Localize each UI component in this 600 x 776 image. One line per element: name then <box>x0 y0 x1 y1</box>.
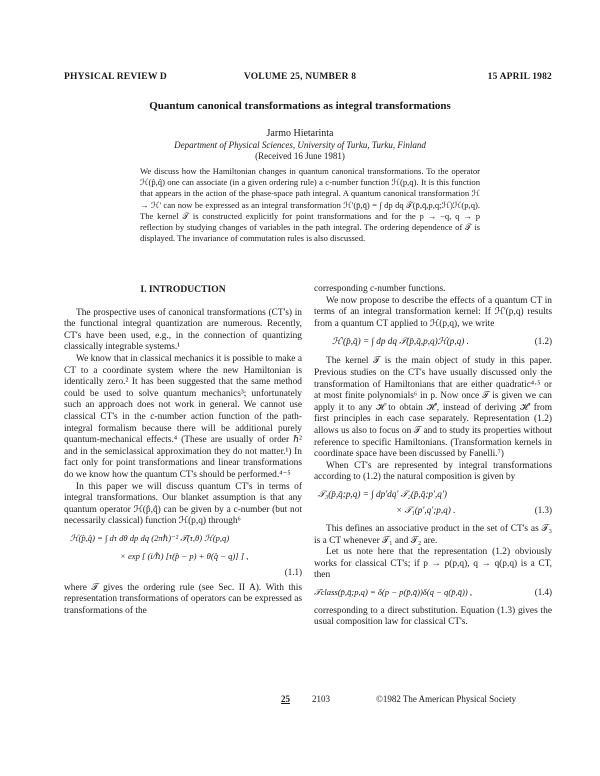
equation-1-3 <box>314 487 552 521</box>
equation-1-1 <box>64 531 302 583</box>
footer-volume: 25 <box>281 694 290 704</box>
right-paragraph-2: We now propose to describe the effects of a quantum CT in terms of an integral transformation kernel: If ℋ'(p,q) results from a quantum CT applied to ℋ(p,q), we write <box>314 295 552 329</box>
footer-page-number: 2103 <box>312 694 330 704</box>
paper-title: Quantum canonical transformations as integral transformations <box>149 100 451 112</box>
author-affiliation: Department of Physical Sciences, University of Turku, Turku, Finland <box>174 140 426 150</box>
equation-1-4-body: 𝒯class(p̄,q̄;p,q) = δ(p − p(p̄,q̄))δ(q − q(p̄,q̄)) , <box>314 586 472 597</box>
right-paragraph-1: corresponding c-number functions. <box>314 284 446 294</box>
equation-1-3-label: (1.3) <box>534 504 552 515</box>
section-heading-introduction: I. INTRODUCTION <box>140 284 226 295</box>
received-date: (Received 16 June 1981) <box>255 151 345 161</box>
right-paragraph-6: Let us note here that the representation (1.2) obviously works for classical CT's; if p → p(p,q), q → q(p,q) is a CT, then <box>314 547 552 581</box>
right-paragraph-7: corresponding to a direct substitution. Equation (1.3) gives the usual composition law for classical CT's. <box>314 605 552 628</box>
right-paragraph-4: When CT's are represented by integral transformations according to (1.2) the natural composition is given by <box>314 460 552 483</box>
equation-1-2-label: (1.2) <box>534 336 552 347</box>
volume-number: VOLUME 25, NUMBER 8 <box>243 72 357 82</box>
intro-paragraph-4: where 𝒯 gives the ordering rule (see Sec. II A). With this representation transformations of operators can be expressed as transformations of the <box>64 582 302 617</box>
author-name: Jarmo Hietarinta <box>266 128 334 139</box>
equation-1-1-label: (1.1) <box>284 566 302 577</box>
equation-1-2 <box>314 333 552 353</box>
intro-paragraph-1: The prospective uses of canonical transformations (CT's) in the functional integral quantization are numerous. Recently, CT's have been used, e.g., in the connection of quantizing classically integrable systems.¹ <box>64 307 302 353</box>
intro-paragraph-3: In this paper we will discuss quantum CT's in terms of integral transformations. Our blanket assumption is that any quantum operator ℋ(p̂,q̂) can be given by a c-number (but not necessarily classical) function ℋ(p,q) through⁶ <box>64 481 302 527</box>
footer-copyright: ©1982 The American Physical Society <box>376 694 517 704</box>
equation-1-4 <box>314 585 552 603</box>
equation-1-2-body: ℋ'(p̄,q̄) = ∫ dp dq 𝒯(p̄,q̄,p,q)ℋ(p,q) . <box>332 336 469 347</box>
right-paragraph-3: The kernel 𝒯 is the main object of study in this paper. Previous studies on the CT's have usually discussed only the transformation of Hamiltonians that are either quadratic⁴·⁵ or at most finite polynomials⁶ in p. Now once 𝒯 is given we can apply it to any ℋ to obtain ℋ', instead of deriving ℋ' from first principles in each case separately. Representation (1.2) allows us also to focus on 𝒯 and to study its properties without reference to specific Hamiltonians. (Transformation kernels in coordinate space have been discussed by Fanelli.⁷) <box>314 356 552 460</box>
issue-date: 15 APRIL 1982 <box>487 72 552 82</box>
right-column <box>314 284 552 629</box>
journal-name: PHYSICAL REVIEW D <box>64 72 167 82</box>
equation-1-3-line-2: × 𝒯₁(p',q';p,q) . <box>396 504 456 515</box>
abstract: We discuss how the Hamiltonian changes in quantum canonical transformations. To the operator ℋ(p̂,q̂) one can associate (in a given ordering rule) a c-number function ℋ(p,q). It is this function that appears in the action of the phase-space path integral. A quantum canonical transformation ℋ → ℋ' can now be expressed as an integral transformation ℋ'(p̄,q̄) = ∫ dp dq 𝒯(p̄,q̄,p,q;ℋ)ℋ(p,q). The kernel 𝒯 is constructed explicitly for point transformations and for the p → −q, q → p reflection by studying changes of variables in the path integral. The ordering dependence of 𝒯 is displayed. The invariance of commutation rules is also discussed. <box>140 166 480 244</box>
equation-1-1-line-1: ℋ(p̂,q̂) = ∫ dτ dθ dp dq (2πℏ)⁻² 𝒯(τ,θ) ℋ(p,q) <box>70 532 230 543</box>
left-column <box>64 284 302 618</box>
equation-1-1-line-2: × exp [ (i/ℏ) [τ(p̂ − p) + θ(q̂ − q)] ] , <box>120 550 249 561</box>
equation-1-4-label: (1.4) <box>534 586 552 597</box>
equation-1-3-line-1: 𝒯₃(p̄,q̄;p,q) = ∫ dp'dq' 𝒯₂(p̄,q̄;p',q') <box>318 488 447 499</box>
intro-paragraph-2: We know that in classical mechanics it is possible to make a CT to a coordinate system where the new Hamiltonian is identically zero.² It has been suggested that the same method could be used to solve quantum mechanics³; unfortunately such an approach does not work in general. We cannot use classical CT's in the c-number action function of the path-integral formalism because there will be additional purely quantum-mechanical effects.⁴ (These are usually of order ℏ² and in the semiclassical approximation they do not matter.¹) In fact only for point transformations and linear transformations do we know how the quantum CT's should be performed.⁴⁻⁵ <box>64 353 302 480</box>
right-paragraph-5: This defines an associative product in the set of CT's as 𝒯₃ is a CT whenever 𝒯₁ and 𝒯₂ are. <box>314 523 552 546</box>
